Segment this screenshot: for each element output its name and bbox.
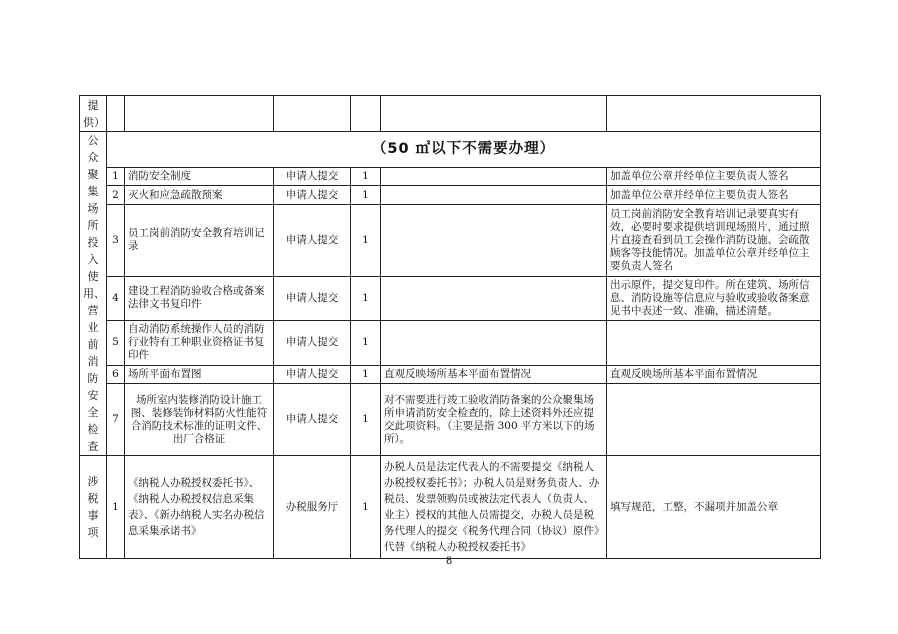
source-cell: 申请人提交 xyxy=(274,365,351,383)
source-cell: 申请人提交 xyxy=(274,276,351,321)
count-cell: 1 xyxy=(351,456,381,559)
requirement-cell: 出示原件，提交复印件。所在建筑、场所信息、消防设施等信息应与验收或验收备案意见书中表述一致、准确，描述清楚。 xyxy=(607,276,821,321)
material-cell: 自动消防系统操作人员的消防行业特有工种职业资格证书复印件 xyxy=(125,321,274,366)
table-row xyxy=(80,276,821,321)
table-row xyxy=(80,321,821,366)
note-cell: 对不需要进行竣工验收消防备案的公众聚集场所申请消防安全检查的，除上述资料外还应提交此项资料。（主要是指 300 平方米以下的场所）。 xyxy=(381,384,607,456)
count-cell: 1 xyxy=(351,204,381,276)
requirement-cell: 直观反映场所基本平面布置情况 xyxy=(607,365,821,383)
material-cell: 建设工程消防验收合格或备案法律文书复印件 xyxy=(125,276,274,321)
page-number: 8 xyxy=(445,556,453,567)
count-cell: 1 xyxy=(351,167,381,185)
row-number: 1 xyxy=(107,167,125,185)
note-cell xyxy=(381,167,607,185)
table-row xyxy=(80,365,821,383)
section-banner: （50 ㎡以下不需要办理） xyxy=(107,132,821,168)
category-cell: 提供） xyxy=(80,96,107,132)
source-cell: 申请人提交 xyxy=(274,186,351,204)
table-row xyxy=(80,384,821,456)
table-row xyxy=(80,132,821,168)
table-row xyxy=(80,186,821,204)
table-row xyxy=(80,96,821,132)
material-cell: 员工岗前消防安全教育培训记录 xyxy=(125,204,274,276)
row-number: 5 xyxy=(107,321,125,366)
material-cell: 消防安全制度 xyxy=(125,167,274,185)
source-cell: 办税服务厅 xyxy=(274,456,351,559)
material-cell: 场所平面布置图 xyxy=(125,365,274,383)
row-number: 7 xyxy=(107,384,125,456)
source-cell: 申请人提交 xyxy=(274,204,351,276)
row-number: 6 xyxy=(107,365,125,383)
table-row xyxy=(80,456,821,559)
count-cell: 1 xyxy=(351,186,381,204)
count-cell: 1 xyxy=(351,321,381,366)
source-cell: 申请人提交 xyxy=(274,384,351,456)
note-cell: 直观反映场所基本平面布置情况 xyxy=(381,365,607,383)
material-cell: 场所室内装修消防设计施工图、装修装饰材料防火性能符合消防技术标准的证明文件、出厂合格证 xyxy=(125,384,274,456)
table-row xyxy=(80,204,821,276)
requirement-cell xyxy=(607,321,821,366)
requirement-cell: 加盖单位公章并经单位主要负责人签名 xyxy=(607,186,821,204)
row-number: 4 xyxy=(107,276,125,321)
requirement-cell: 加盖单位公章并经单位主要负责人签名 xyxy=(607,167,821,185)
row-number: 2 xyxy=(107,186,125,204)
material-cell: 《纳税人办税授权委托书》、《纳税人办税授权信息采集表》、《新办纳税人实名办税信息采集承诺书》 xyxy=(125,456,274,559)
source-cell: 申请人提交 xyxy=(274,321,351,366)
row-number: 3 xyxy=(107,204,125,276)
note-cell xyxy=(381,186,607,204)
category-cell-public: 公众聚集场所投入使用、营业前消防安全检查 xyxy=(80,132,107,456)
count-cell: 1 xyxy=(351,384,381,456)
row-number: 1 xyxy=(107,456,125,559)
count-cell: 1 xyxy=(351,365,381,383)
source-cell: 申请人提交 xyxy=(274,167,351,185)
note-cell xyxy=(381,321,607,366)
materials-table xyxy=(79,95,821,559)
material-cell: 灭火和应急疏散预案 xyxy=(125,186,274,204)
requirement-cell: 填写规范，工整，不漏项并加盖公章 xyxy=(607,456,821,559)
count-cell: 1 xyxy=(351,276,381,321)
category-cell-tax: 涉税事项 xyxy=(80,456,107,559)
table-row xyxy=(80,167,821,185)
note-cell: 办税人员是法定代表人的不需要提交《纳税人办税授权委托书》；办税人员是财务负责人、办税员、发票领购员或被法定代表人（负责人、业主）授权的其他人员需提交，办税人员是税务代理人的提交《税务代理合同（协议）原件》代替《纳税人办税授权委托书》 xyxy=(381,456,607,559)
note-cell xyxy=(381,276,607,321)
requirement-cell xyxy=(607,384,821,456)
note-cell xyxy=(381,204,607,276)
requirement-cell: 员工岗前消防安全教育培训记录要真实有效，必要时要求提供培训现场照片，通过照片直接查看到员工会操作消防设施、会疏散顾客等技能情况。加盖单位公章并经单位主要负责人签名 xyxy=(607,204,821,276)
